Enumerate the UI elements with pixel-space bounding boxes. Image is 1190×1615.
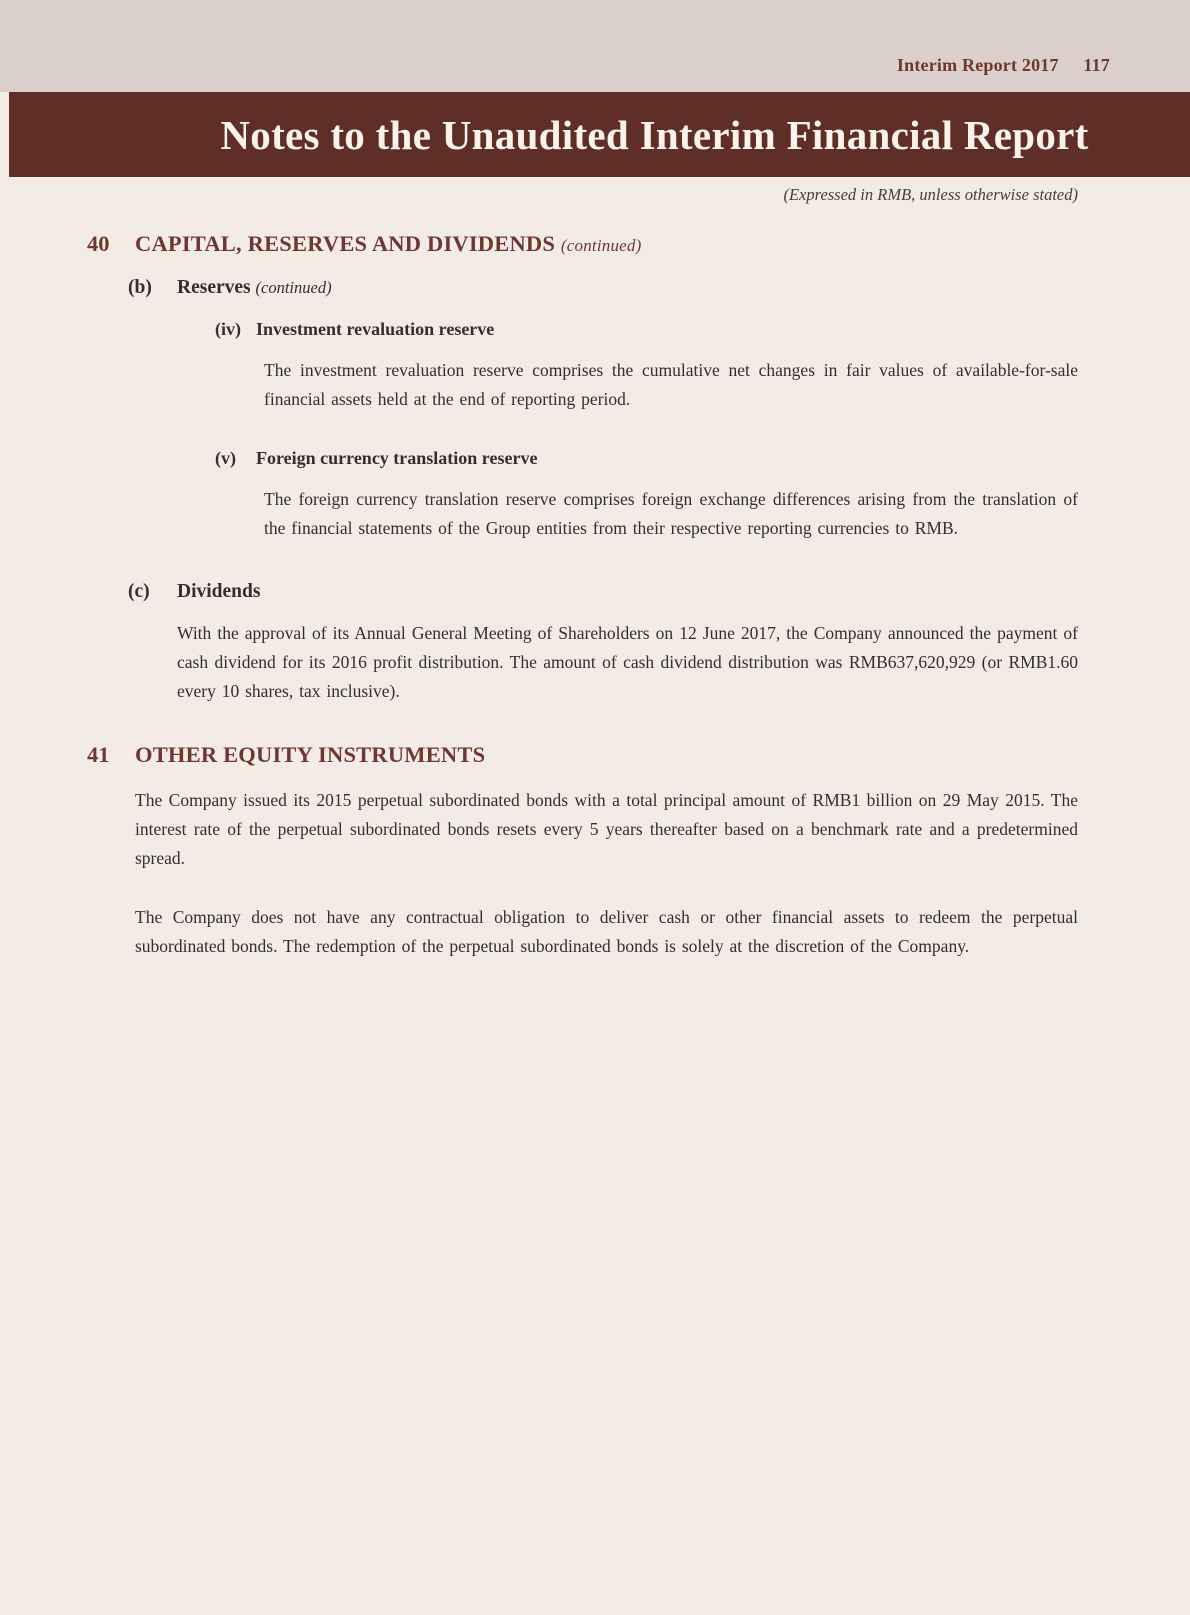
item-iv-label: (iv) <box>215 319 241 339</box>
subsection-c-label: (c) <box>128 581 150 602</box>
section-41-title: OTHER EQUITY INSTRUMENTS <box>135 742 486 767</box>
document-body <box>0 231 1190 961</box>
subsection-b-reserves <box>128 277 1078 543</box>
section-40-number: 40 <box>87 231 110 256</box>
item-iv-heading <box>215 319 1078 340</box>
document-title: Notes to the Unaudited Interim Financial Report <box>220 111 1089 158</box>
title-banner <box>9 92 1190 177</box>
item-iv-paragraph: The investment revaluation reserve comprises the cumulative net changes in fair values of available-for-sale financial assets held at the end of reporting period. <box>264 360 1078 409</box>
page-number: 117 <box>1083 55 1110 75</box>
section-40-title <box>135 231 641 257</box>
subsection-b-continued: (continued) <box>255 278 332 297</box>
section-41-number: 41 <box>87 742 110 767</box>
section-41-paragraph-2: The Company does not have any contractual obligation to deliver cash or other financial assets to redeem the perpetual subordinated bonds. The redemption of the perpetual subordinated bonds is solely at the discretion of the Company. <box>135 907 1078 956</box>
item-v-label: (v) <box>215 448 236 468</box>
section-40 <box>87 231 1078 706</box>
section-41-heading <box>87 742 1078 768</box>
item-v-paragraph: The foreign currency translation reserve comprises foreign exchange differences arising from the translation of the financial statements of the Group entities from their respective reporting currencies to RMB. <box>264 489 1078 538</box>
subsection-c-paragraph: With the approval of its Annual General Meeting of Shareholders on 12 June 2017, the Company announced the payment of cash dividend for its 2016 profit distribution. The amount of cash dividend distribution was RMB637,620,929 (or RMB1.60 every 10 shares, tax inclusive). <box>177 623 1078 701</box>
subsection-b-label: (b) <box>128 277 152 298</box>
page-header <box>0 0 1190 92</box>
currency-note: (Expressed in RMB, unless otherwise stated) <box>783 185 1078 204</box>
item-v-title: Foreign currency translation reserve <box>256 448 538 468</box>
subsection-b-heading <box>128 277 1078 299</box>
header-right-text <box>897 55 1110 76</box>
section-41-paragraph-1: The Company issued its 2015 perpetual subordinated bonds with a total principal amount of RMB1 billion on 29 May 2015. The interest rate of the perpetual subordinated bonds resets every 5 years thereafter based on a benchmark rate and a predetermined spread. <box>135 790 1078 868</box>
item-v-foreign-currency-translation-reserve <box>215 448 1078 543</box>
section-40-continued: (continued) <box>560 236 642 255</box>
item-iv-title: Investment revaluation reserve <box>256 319 495 339</box>
subsection-c-title: Dividends <box>177 581 261 602</box>
report-title: Interim Report 2017 <box>896 55 1059 75</box>
subsection-b-title-text: Reserves <box>177 277 251 298</box>
section-40-heading <box>87 231 1078 257</box>
item-v-heading <box>215 448 1078 469</box>
subsection-c-dividends <box>128 581 1078 706</box>
item-iv-investment-revaluation-reserve <box>215 319 1078 414</box>
section-41 <box>87 742 1078 961</box>
subsection-b-title <box>177 277 332 299</box>
section-40-title-text: CAPITAL, RESERVES AND DIVIDENDS <box>135 231 556 256</box>
subsection-c-heading <box>128 581 1078 603</box>
